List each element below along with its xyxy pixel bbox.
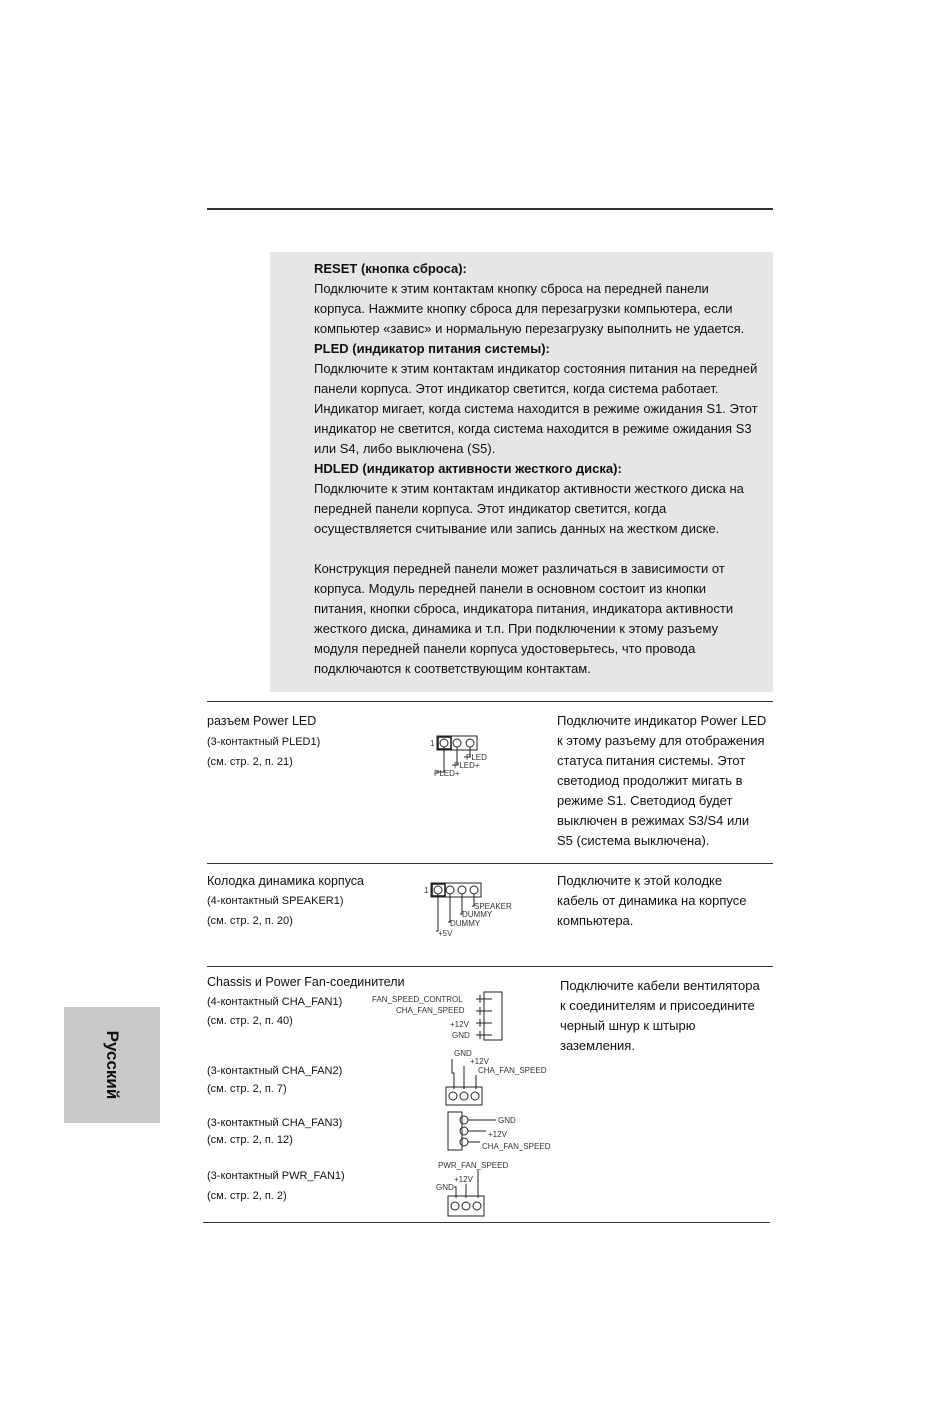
cha-fan1-pins: (4-контактный CHA_FAN1)	[207, 996, 343, 1008]
power-led-pins: (3-контактный PLED1)	[207, 736, 321, 748]
power-led-description	[557, 711, 766, 851]
pled-minus-label: PLED	[466, 753, 487, 762]
top-rule	[207, 208, 773, 210]
power-led-title: разъем Power LED	[207, 714, 317, 728]
cha-fan2-pins: (3-контактный CHA_FAN2)	[207, 1065, 343, 1077]
reset-line: Подключите к этим контактам кнопку сброса на передней панели	[314, 281, 709, 296]
cha-fan1-ref: (см. стр. 2, п. 40)	[207, 1015, 293, 1027]
bottom-rule	[203, 1222, 770, 1223]
panel-line: подключаются к соответствующим контактам.	[314, 661, 591, 676]
dummy-label: DUMMY	[462, 910, 493, 919]
hdled-line: передней панели корпуса. Этот индикатор светится, когда	[314, 501, 667, 516]
gnd-label: GND	[454, 1049, 472, 1058]
plus12v-label: +12V	[450, 1020, 469, 1029]
pled-line: индикатор не светится, когда система находится в режиме ожидания S3	[314, 421, 752, 436]
cha-fan2-ref: (см. стр. 2, п. 7)	[207, 1083, 287, 1095]
plus12v-label: +12V	[470, 1057, 489, 1066]
panel-line: Конструкция передней панели может различаться в зависимости от	[314, 561, 725, 576]
fans-title: Chassis и Power Fan-соединители	[207, 975, 405, 989]
speaker-label: SPEAKER	[474, 902, 512, 911]
speaker-ref: (см. стр. 2, п. 20)	[207, 915, 293, 927]
desc-line: выключен в режимах S3/S4 или	[557, 813, 750, 828]
pled-line: или S4, либо выключена (S5).	[314, 441, 496, 456]
cha-fan-speed-label: CHA_FAN_SPEED	[396, 1006, 465, 1015]
reset-line: корпуса. Нажмите кнопку сброса для перезагрузки компьютера, если	[314, 301, 733, 316]
hdled-title: HDLED (индикатор активности жесткого диска):	[314, 461, 622, 476]
desc-line: черный шнур к штырю	[560, 1018, 696, 1033]
pled-line: панели корпуса. Этот индикатор светится, когда система работает.	[314, 381, 719, 396]
speaker-description	[557, 871, 747, 931]
desc-line: кабель от динамика на корпусе	[557, 893, 747, 908]
cha-fan2-diagram	[444, 1047, 554, 1109]
reset-title: RESET (кнопка сброса):	[314, 261, 467, 276]
pled-title: PLED (индикатор питания системы):	[314, 341, 550, 356]
cha-fan-speed-label: CHA_FAN_SPEED	[478, 1066, 547, 1075]
hdled-line: осуществляется считывание или запись данных на жестком диске.	[314, 521, 720, 536]
gnd-label: GND	[452, 1031, 470, 1040]
desc-line: Подключите к этой колодке	[557, 873, 723, 888]
panel-line: жесткого диска, динамика и т.п. При подключении к этому разъему	[314, 621, 719, 636]
desc-line: к этому разъему для отображения	[557, 733, 765, 748]
pled-line: Индикатор мигает, когда система находится в режиме ожидания S1. Этот	[314, 401, 758, 416]
gnd-label: GND	[436, 1183, 454, 1192]
hdled-line: Подключите к этим контактам индикатор активности жесткого диска на	[314, 481, 744, 496]
desc-line: Подключите индикатор Power LED	[557, 713, 767, 728]
power-led-ref: (см. стр. 2, п. 21)	[207, 756, 293, 768]
pwr-fan1-pins: (3-контактный PWR_FAN1)	[207, 1170, 345, 1182]
desc-line: светодиод продолжит мигать в	[557, 773, 743, 788]
panel-line: корпуса. Модуль передней панели в основном состоит из кнопки	[314, 581, 707, 596]
desc-line: S5 (система выключена).	[557, 833, 710, 848]
language-tab-label: Русский	[103, 1030, 122, 1100]
cha-fan3-ref: (см. стр. 2, п. 12)	[207, 1134, 293, 1146]
cha-fan1-diagram	[370, 990, 510, 1042]
divider	[207, 863, 773, 864]
pled-plus-label: PLED+	[454, 761, 480, 770]
desc-line: режиме S1. Светодиод будет	[557, 793, 733, 808]
cha-fan-speed-label: CHA_FAN_SPEED	[482, 1142, 551, 1151]
fan-speed-control-label: FAN_SPEED_CONTROL	[372, 995, 463, 1004]
desc-line: компьютера.	[557, 913, 634, 928]
desc-line: Подключите кабели вентилятора	[560, 978, 760, 993]
desc-line: заземления.	[560, 1038, 635, 1053]
speaker-pins: (4-контактный SPEAKER1)	[207, 895, 344, 907]
plus12v-label: +12V	[454, 1175, 473, 1184]
speaker-diagram	[422, 880, 522, 942]
reset-line: компьютер «завис» и нормальную перезагрузку выполнить не удается.	[314, 321, 745, 336]
divider	[207, 966, 773, 967]
pin1-label: 1	[430, 739, 435, 748]
desc-line: к соединителям и присоедините	[560, 998, 755, 1013]
fans-description	[560, 976, 760, 1056]
divider	[207, 701, 773, 702]
plus5v-label: +5V	[438, 929, 453, 938]
cha-fan3-diagram	[446, 1110, 556, 1154]
panel-line: модуля передней панели корпуса удостоверьтесь, что провода	[314, 641, 696, 656]
power-led-diagram	[428, 732, 498, 780]
gnd-label: GND	[498, 1116, 516, 1125]
dummy-label: DUMMY	[450, 919, 481, 928]
desc-line: статуса питания системы. Этот	[557, 753, 746, 768]
pled-line: Подключите к этим контактам индикатор состояния питания на передней	[314, 361, 758, 376]
pin1-label: 1	[424, 886, 429, 895]
pwr-fan-speed-label: PWR_FAN_SPEED	[438, 1161, 509, 1170]
plus12v-label: +12V	[488, 1130, 507, 1139]
pwr-fan1-ref: (см. стр. 2, п. 2)	[207, 1190, 287, 1202]
info-box-text	[314, 259, 766, 679]
language-tab	[64, 1007, 160, 1123]
pled-plus-label: PLED+	[434, 769, 460, 778]
cha-fan3-pins: (3-контактный CHA_FAN3)	[207, 1117, 343, 1129]
speaker-title: Колодка динамика корпуса	[207, 874, 365, 888]
pwr-fan1-diagram	[434, 1158, 524, 1220]
panel-line: питания, кнопки сброса, индикатора питания, индикатора активности	[314, 601, 734, 616]
